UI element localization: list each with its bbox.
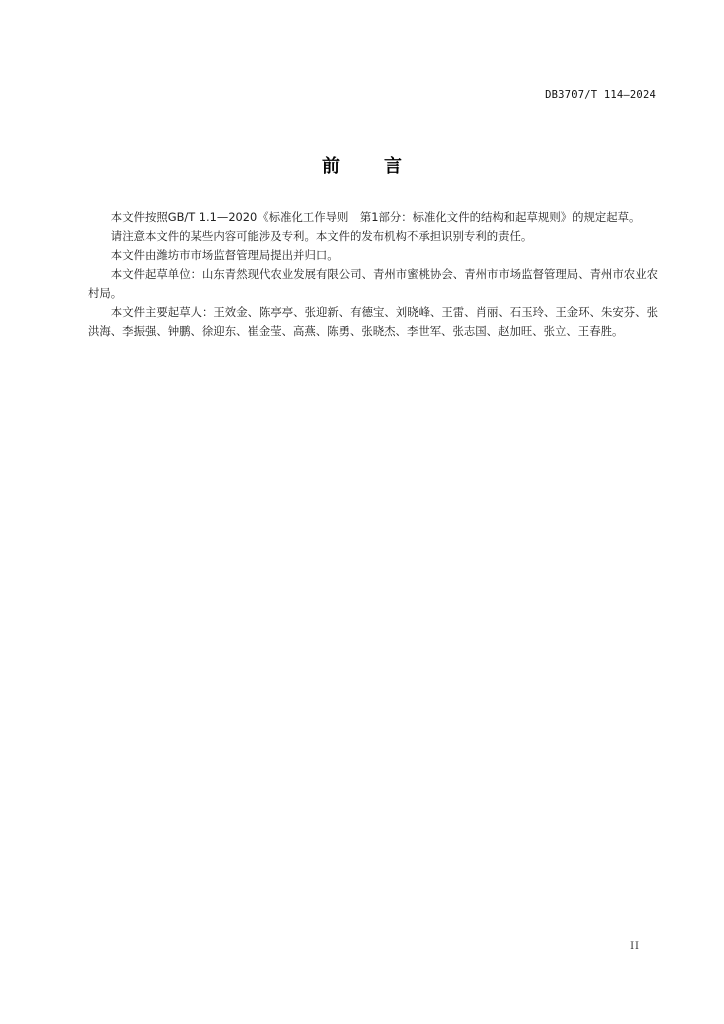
title-char-2: 言 xyxy=(384,156,402,177)
title-char-1: 前 xyxy=(322,156,340,177)
page-title xyxy=(0,152,724,178)
page-number: II xyxy=(630,941,640,952)
foreword-body xyxy=(88,208,658,341)
document-code: DB3707/T 114—2024 xyxy=(545,89,656,101)
paragraph-drafting-units: 本文件起草单位：山东青然现代农业发展有限公司、青州市蜜桃协会、青州市市场监督管理局、青州市农业农村局。 xyxy=(88,267,658,300)
paragraph-drafters: 本文件主要起草人：王效金、陈亭亭、张迎新、有德宝、刘晓峰、王雷、肖丽、石玉玲、王金环、朱安芬、张洪海、李振强、钟鹏、徐迎东、崔金莹、高燕、陈勇、张晓杰、李世军、张志国、赵加旺、张立、王春胜。 xyxy=(88,305,658,338)
paragraph-proposer: 本文件由潍坊市市场监督管理局提出并归口。 xyxy=(110,248,339,262)
paragraph-patent-notice: 请注意本文件的某些内容可能涉及专利。本文件的发布机构不承担识别专利的责任。 xyxy=(110,229,533,243)
paragraph-drafting-rules: 本文件按照GB/T 1.1—2020《标准化工作导则 第1部分：标准化文件的结构和起草规则》的规定起草。 xyxy=(110,210,641,224)
